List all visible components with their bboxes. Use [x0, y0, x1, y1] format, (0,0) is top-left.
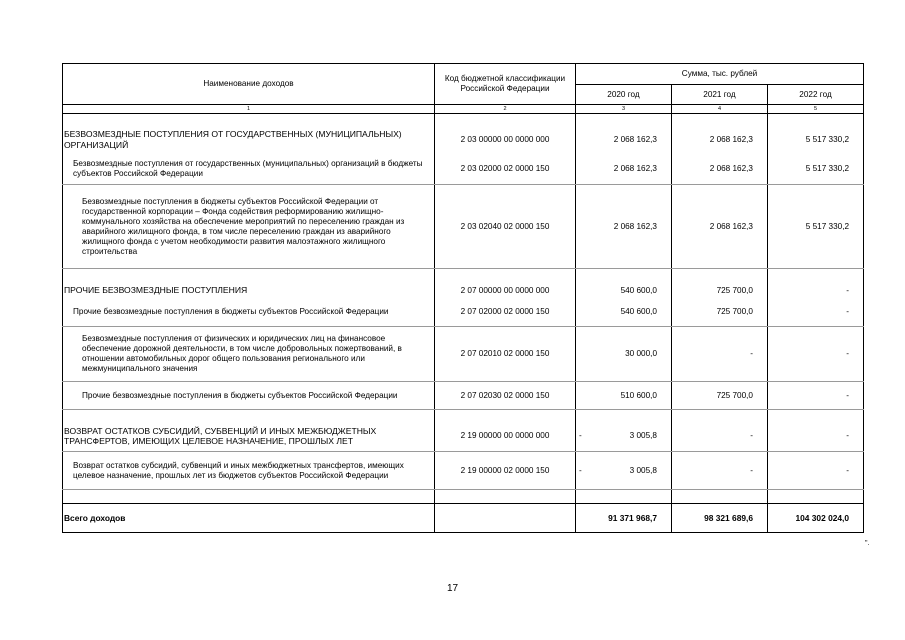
row-name: Прочие безвозмездные поступления в бюджеты субъектов Российской Федерации — [63, 382, 435, 410]
row-code: 2 07 02030 02 0000 150 — [435, 382, 576, 410]
minus-sign: - — [579, 431, 582, 441]
spacer-row — [63, 490, 864, 504]
table-row — [63, 382, 864, 410]
row-value-2020 — [576, 422, 672, 452]
revenue-table — [62, 63, 864, 533]
row-value-2021: - — [672, 422, 768, 452]
row-value-2020: 30 000,0 — [576, 327, 672, 382]
total-row — [63, 504, 864, 533]
closing-quote-mark: ". — [865, 540, 870, 547]
table-row — [63, 327, 864, 382]
total-value-2021: 98 321 689,6 — [672, 504, 768, 533]
row-name: Безвозмездные поступления от физических и юридических лиц на финансовое обеспечение дорожной деятельности, в том числе добровольных пожертвований, в отношении автомобильных дорог общего пользования регионального или межмуниципального значения — [63, 327, 435, 382]
minus-sign: - — [579, 465, 582, 475]
header-name: Наименование доходов — [63, 64, 435, 105]
row-code: 2 07 02010 02 0000 150 — [435, 327, 576, 382]
spacer-row — [63, 410, 864, 422]
spacer-row — [63, 114, 864, 125]
row-value-2020: 540 600,0 — [576, 283, 672, 299]
spacer-row — [63, 269, 864, 283]
row-value-2021: 725 700,0 — [672, 299, 768, 327]
row-code: 2 03 02000 02 0000 150 — [435, 155, 576, 185]
value-text: 3 005,8 — [629, 465, 657, 475]
total-value-2020: 91 371 968,7 — [576, 504, 672, 533]
row-code: 2 03 00000 00 0000 000 — [435, 125, 576, 155]
row-name: Прочие безвозмездные поступления в бюджеты субъектов Российской Федерации — [63, 299, 435, 327]
row-value-2022: - — [768, 283, 864, 299]
header-year-2021: 2021 год — [672, 85, 768, 105]
row-code: 2 19 00000 00 0000 000 — [435, 422, 576, 452]
table-row — [63, 185, 864, 269]
row-name: Безвозмездные поступления в бюджеты субъектов Российской Федерации от государственной корпорации – Фонда содействия реформированию жилищно-коммунального хозяйства на обеспечение мероприятий по переселению граждан из аварийного жилищного фонда, в том числе переселению граждан из аварийного жилищного фонда с учетом необходимости развития малоэтажного жилищного строительства — [63, 185, 435, 269]
row-value-2020: 540 600,0 — [576, 299, 672, 327]
row-value-2020: 2 068 162,3 — [576, 125, 672, 155]
header-year-2022: 2022 год — [768, 85, 864, 105]
row-value-2022: - — [768, 452, 864, 490]
row-value-2021: 725 700,0 — [672, 382, 768, 410]
row-value-2022: - — [768, 299, 864, 327]
total-label: Всего доходов — [63, 504, 435, 533]
row-value-2021: 2 068 162,3 — [672, 155, 768, 185]
row-code: 2 07 00000 00 0000 000 — [435, 283, 576, 299]
row-value-2020: 2 068 162,3 — [576, 185, 672, 269]
row-name: БЕЗВОЗМЕЗДНЫЕ ПОСТУПЛЕНИЯ ОТ ГОСУДАРСТВЕННЫХ (МУНИЦИПАЛЬНЫХ) ОРГАНИЗАЦИЙ — [63, 125, 435, 155]
row-value-2021: 2 068 162,3 — [672, 125, 768, 155]
column-number: 4 — [672, 105, 768, 114]
total-value-2022: 104 302 024,0 — [768, 504, 864, 533]
row-value-2021: 2 068 162,3 — [672, 185, 768, 269]
column-number: 2 — [435, 105, 576, 114]
row-value-2022: 5 517 330,2 — [768, 155, 864, 185]
row-value-2022: - — [768, 422, 864, 452]
header-code: Код бюджетной классификации Российской Федерации — [435, 64, 576, 105]
table-row — [63, 422, 864, 452]
page-number: 17 — [446, 583, 459, 594]
row-value-2020: 2 068 162,3 — [576, 155, 672, 185]
column-number: 3 — [576, 105, 672, 114]
column-number: 5 — [768, 105, 864, 114]
row-name: ПРОЧИЕ БЕЗВОЗМЕЗДНЫЕ ПОСТУПЛЕНИЯ — [63, 283, 435, 299]
header-sum: Сумма, тыс. рублей — [576, 64, 864, 85]
header-year-2020: 2020 год — [576, 85, 672, 105]
row-value-2022: 5 517 330,2 — [768, 125, 864, 155]
row-value-2020: 510 600,0 — [576, 382, 672, 410]
row-value-2021: - — [672, 452, 768, 490]
row-value-2020 — [576, 452, 672, 490]
value-text: 3 005,8 — [629, 431, 657, 441]
total-code — [435, 504, 576, 533]
row-value-2022: - — [768, 382, 864, 410]
table-row — [63, 155, 864, 185]
row-name: ВОЗВРАТ ОСТАТКОВ СУБСИДИЙ, СУБВЕНЦИЙ И ИНЫХ МЕЖБЮДЖЕТНЫХ ТРАНСФЕРТОВ, ИМЕЮЩИХ ЦЕЛЕВОЕ НАЗНАЧЕНИЕ, ПРОШЛЫХ ЛЕТ — [63, 422, 435, 452]
table-row — [63, 125, 864, 155]
row-code: 2 07 02000 02 0000 150 — [435, 299, 576, 327]
row-code: 2 19 00000 02 0000 150 — [435, 452, 576, 490]
table-row — [63, 299, 864, 327]
row-name: Возврат остатков субсидий, субвенций и иных межбюджетных трансфертов, имеющих целевое назначение, прошлых лет из бюджетов субъектов Российской Федерации — [63, 452, 435, 490]
row-value-2022: 5 517 330,2 — [768, 185, 864, 269]
row-value-2021: 725 700,0 — [672, 283, 768, 299]
row-code: 2 03 02040 02 0000 150 — [435, 185, 576, 269]
table-row — [63, 283, 864, 299]
row-value-2022: - — [768, 327, 864, 382]
table-row — [63, 452, 864, 490]
column-number: 1 — [63, 105, 435, 114]
row-value-2021: - — [672, 327, 768, 382]
row-name: Безвозмездные поступления от государственных (муниципальных) организаций в бюджеты субъектов Российской Федерации — [63, 155, 435, 185]
